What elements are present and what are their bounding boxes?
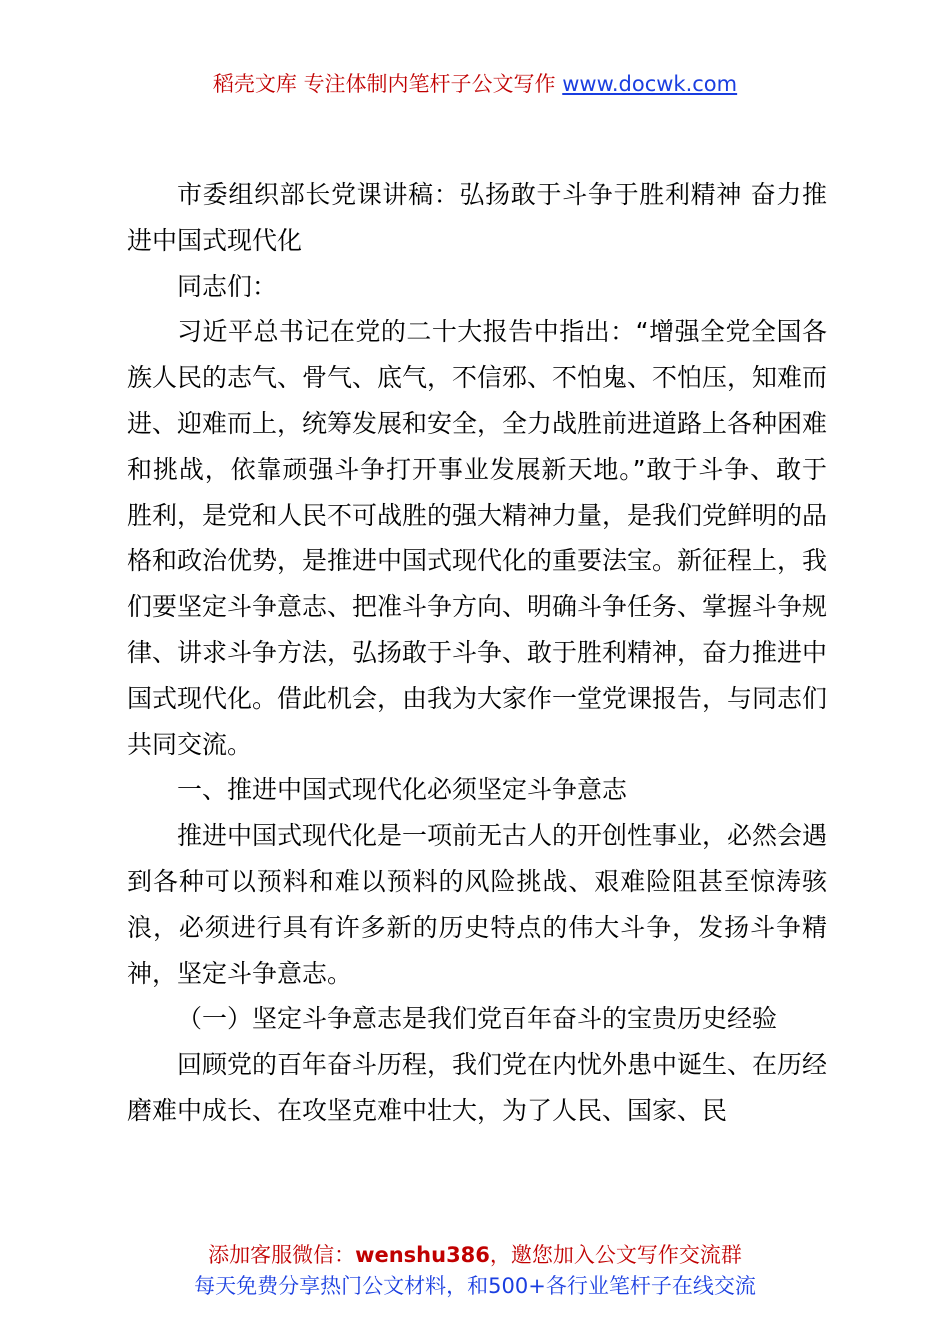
footer-wechat-prefix: 添加客服微信：	[208, 1243, 356, 1267]
footer-wechat-line	[0, 1240, 950, 1271]
site-slogan: 专注体制内笔杆子公文写作	[303, 72, 556, 96]
salutation: 同志们：	[177, 271, 278, 301]
intro-paragraph: 习近平总书记在党的二十大报告中指出：“增强全党全国各族人民的志气、骨气、底气，不信邪、不怕鬼、不怕压，知难而进、迎难而上，统筹发展和安全，全力战胜前进道路上各种困难和挑战，依靠顽强斗争打开事业发展新天地。”敢于斗争、敢于胜利，是党和人民不可战胜的强大精神力量，是我们党鲜明的品格和政治优势，是推进中国式现代化的重要法宝。新征程上，我们要坚定斗争意志、把准斗争方向、明确斗争任务、掌握斗争规律、讲求斗争方法，弘扬敢于斗争、敢于胜利精神，奋力推进中国式现代化。借此机会，由我为大家作一堂党课报告，与同志们共同交流。	[127, 317, 828, 759]
document-body	[127, 172, 827, 1134]
subsection-heading-1-1: （一）坚定斗争意志是我们党百年奋斗的宝贵历史经验	[177, 1004, 778, 1034]
section-1-paragraph: 推进中国式现代化是一项前无古人的开创性事业，必然会遇到各种可以预料和难以预料的风险挑战、艰难险阻甚至惊涛骇浪，必须进行具有许多新的历史特点的伟大斗争，发扬斗争精神，坚定斗争意志。	[127, 821, 828, 988]
wechat-id: wenshu386	[355, 1243, 490, 1267]
footer-wechat-suffix: ，邀您加入公文写作交流群	[489, 1243, 742, 1267]
site-url-link[interactable]: www.docwk.com	[562, 72, 738, 96]
promo-footer	[0, 1240, 950, 1302]
watermark-header	[0, 68, 950, 100]
document-title: 市委组织部长党课讲稿：弘扬敢于斗争于胜利精神 奋力推进中国式现代化	[127, 180, 827, 255]
site-name: 稻壳文库	[212, 72, 297, 96]
section-heading-1: 一、推进中国式现代化必须坚定斗争意志	[177, 775, 628, 805]
subsection-1-1-paragraph: 回顾党的百年奋斗历程，我们党在内忧外患中诞生、在历经磨难中成长、在攻坚克难中壮大，为了人民、国家、民	[127, 1050, 828, 1125]
footer-share-line: 每天免费分享热门公文材料，和500+各行业笔杆子在线交流	[194, 1274, 756, 1298]
